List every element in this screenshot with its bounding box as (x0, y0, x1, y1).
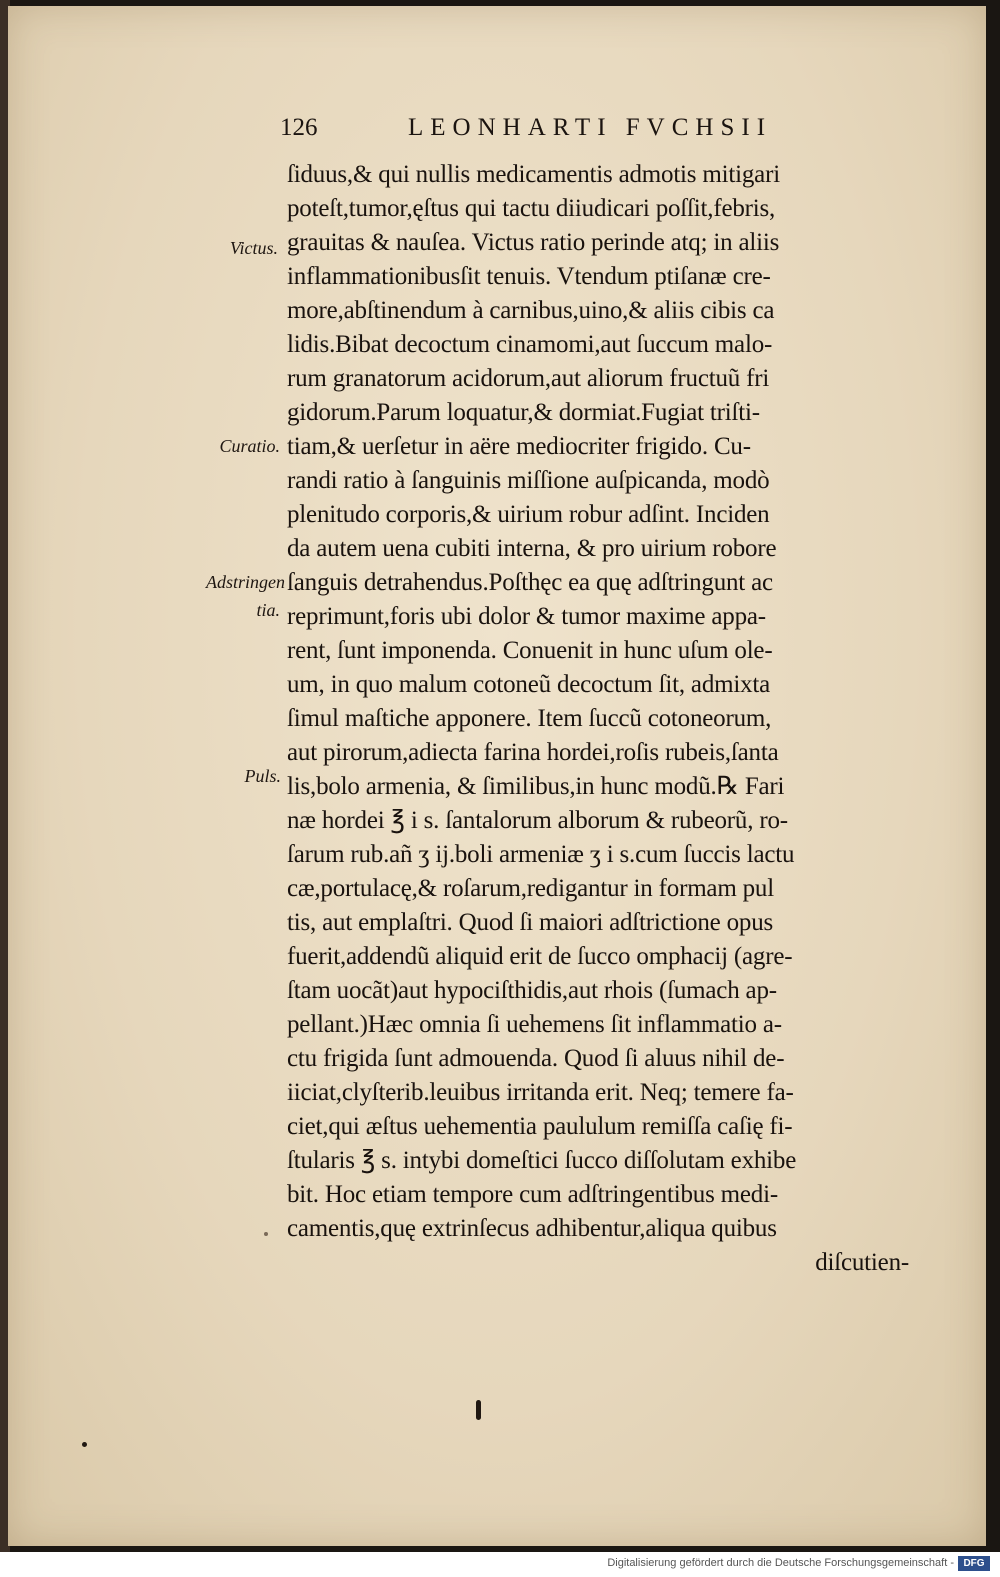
text-line: ſiduus,& qui nullis medicamentis admotis mitigari (287, 161, 780, 188)
margin-note-adstringentia-continued: tia. (256, 600, 280, 620)
margin-note-adstringentia: Adstringen (206, 572, 285, 592)
ink-mark (82, 1442, 87, 1447)
text-line: bit. Hoc etiam tempore cum adſtringentibus medi- (287, 1181, 778, 1208)
text-line: ſtularis ℥ s. intybi domeſtici ſucco diſſolutam exhibe (287, 1147, 797, 1174)
margin-note-curatio: Curatio. (219, 436, 280, 456)
margin-note-victus: Victus. (229, 238, 278, 258)
body-text (287, 158, 913, 1280)
footer-credit: Digitalisierung gefördert durch die Deutsche Forschungsgemeinschaft - (607, 1557, 954, 1569)
text-line: ciet,qui æſtus uehementia paululum remiſſa caſię fi- (287, 1113, 793, 1140)
text-line: um, in quo malum cotoneũ decoctum ſit, admixta (287, 671, 771, 698)
text-line: gidorum.Parum loquatur,& dormiat.Fugiat triſti- (287, 399, 760, 426)
text-line: iiciat,clyſterib.leuibus irritanda erit. Neq; temere fa- (287, 1079, 794, 1106)
text-line: ſtam uocãt)aut hypociſthidis,aut rhois (ſumach ap- (287, 977, 777, 1004)
catchword: diſcutien- (815, 1249, 909, 1276)
ink-mark (476, 1400, 481, 1420)
text-line: randi ratio à ſanguinis miſſione auſpicanda, modò (287, 467, 770, 494)
text-line: poteſt,tumor,ęſtus qui tactu diiudicari poſſit,febris, (287, 195, 776, 222)
page-number: 126 (280, 114, 318, 141)
text-line: ſanguis detrahendus.Poſthęc ea quę adſtringunt ac (287, 569, 773, 596)
text-line: ctu frigida ſunt admouenda. Quod ſi aluus nihil de- (287, 1045, 785, 1072)
text-line: reprimunt,foris ubi dolor & tumor maxime appa- (287, 603, 766, 630)
running-head (280, 110, 820, 146)
text-line: aut pirorum,adiecta farina hordei,roſis rubeis,ſanta (287, 739, 779, 766)
text-line: tis, aut emplaſtri. Quod ſi maiori adſtrictione opus (287, 909, 774, 936)
text-line: ſimul maſtiche apponere. Item ſuccũ cotoneorum, (287, 705, 772, 732)
footer-bar (0, 1552, 1000, 1577)
text-line: more,abſtinendum à carnibus,uino,& aliis cibis ca (287, 297, 775, 324)
text-line: næ hordei ℥ i s. ſantalorum alborum & rubeorũ, ro- (287, 807, 788, 834)
text-line: cæ,portulacę,& roſarum,redigantur in formam pul (287, 875, 774, 902)
text-line: plenitudo corporis,& uirium robur adſint. Inciden (287, 501, 770, 528)
text-line: tiam,& uerſetur in aëre mediocriter frigido. Cu- (287, 433, 751, 460)
text-line: lidis.Bibat decoctum cinamomi,aut ſuccum malo- (287, 331, 773, 358)
text-line: rent, ſunt imponenda. Conuenit in hunc uſum ole- (287, 637, 773, 664)
running-head-title: LEONHARTI FVCHSII (408, 114, 773, 141)
text-line: pellant.)Hæc omnia ſi uehemens ſit inflammatio a- (287, 1011, 782, 1038)
margin-note-puls: Puls. (244, 766, 281, 786)
text-line: lis,bolo armenia, & ſimilibus,in hunc modũ.℞ Fari (287, 773, 785, 800)
text-line: inflammationibusſit tenuis. Vtendum ptiſanæ cre- (287, 263, 771, 290)
text-line: camentis,quę extrinſecus adhibentur,aliqua quibus (287, 1215, 777, 1242)
text-line: da autem uena cubiti interna, & pro uirium robore (287, 535, 777, 562)
text-line: rum granatorum acidorum,aut aliorum fructuũ fri (287, 365, 770, 392)
text-line: fuerit,addendũ aliquid erit de ſucco omphacij (agre- (287, 943, 793, 970)
text-line: grauitas & nauſea. Victus ratio perinde atq; in aliis (287, 229, 780, 256)
dfg-logo: DFG (958, 1556, 990, 1571)
ink-mark (264, 1232, 268, 1236)
text-line: ſarum rub.añ ʒ ij.boli armeniæ ʒ i s.cum ſuccis lactu (287, 841, 795, 868)
